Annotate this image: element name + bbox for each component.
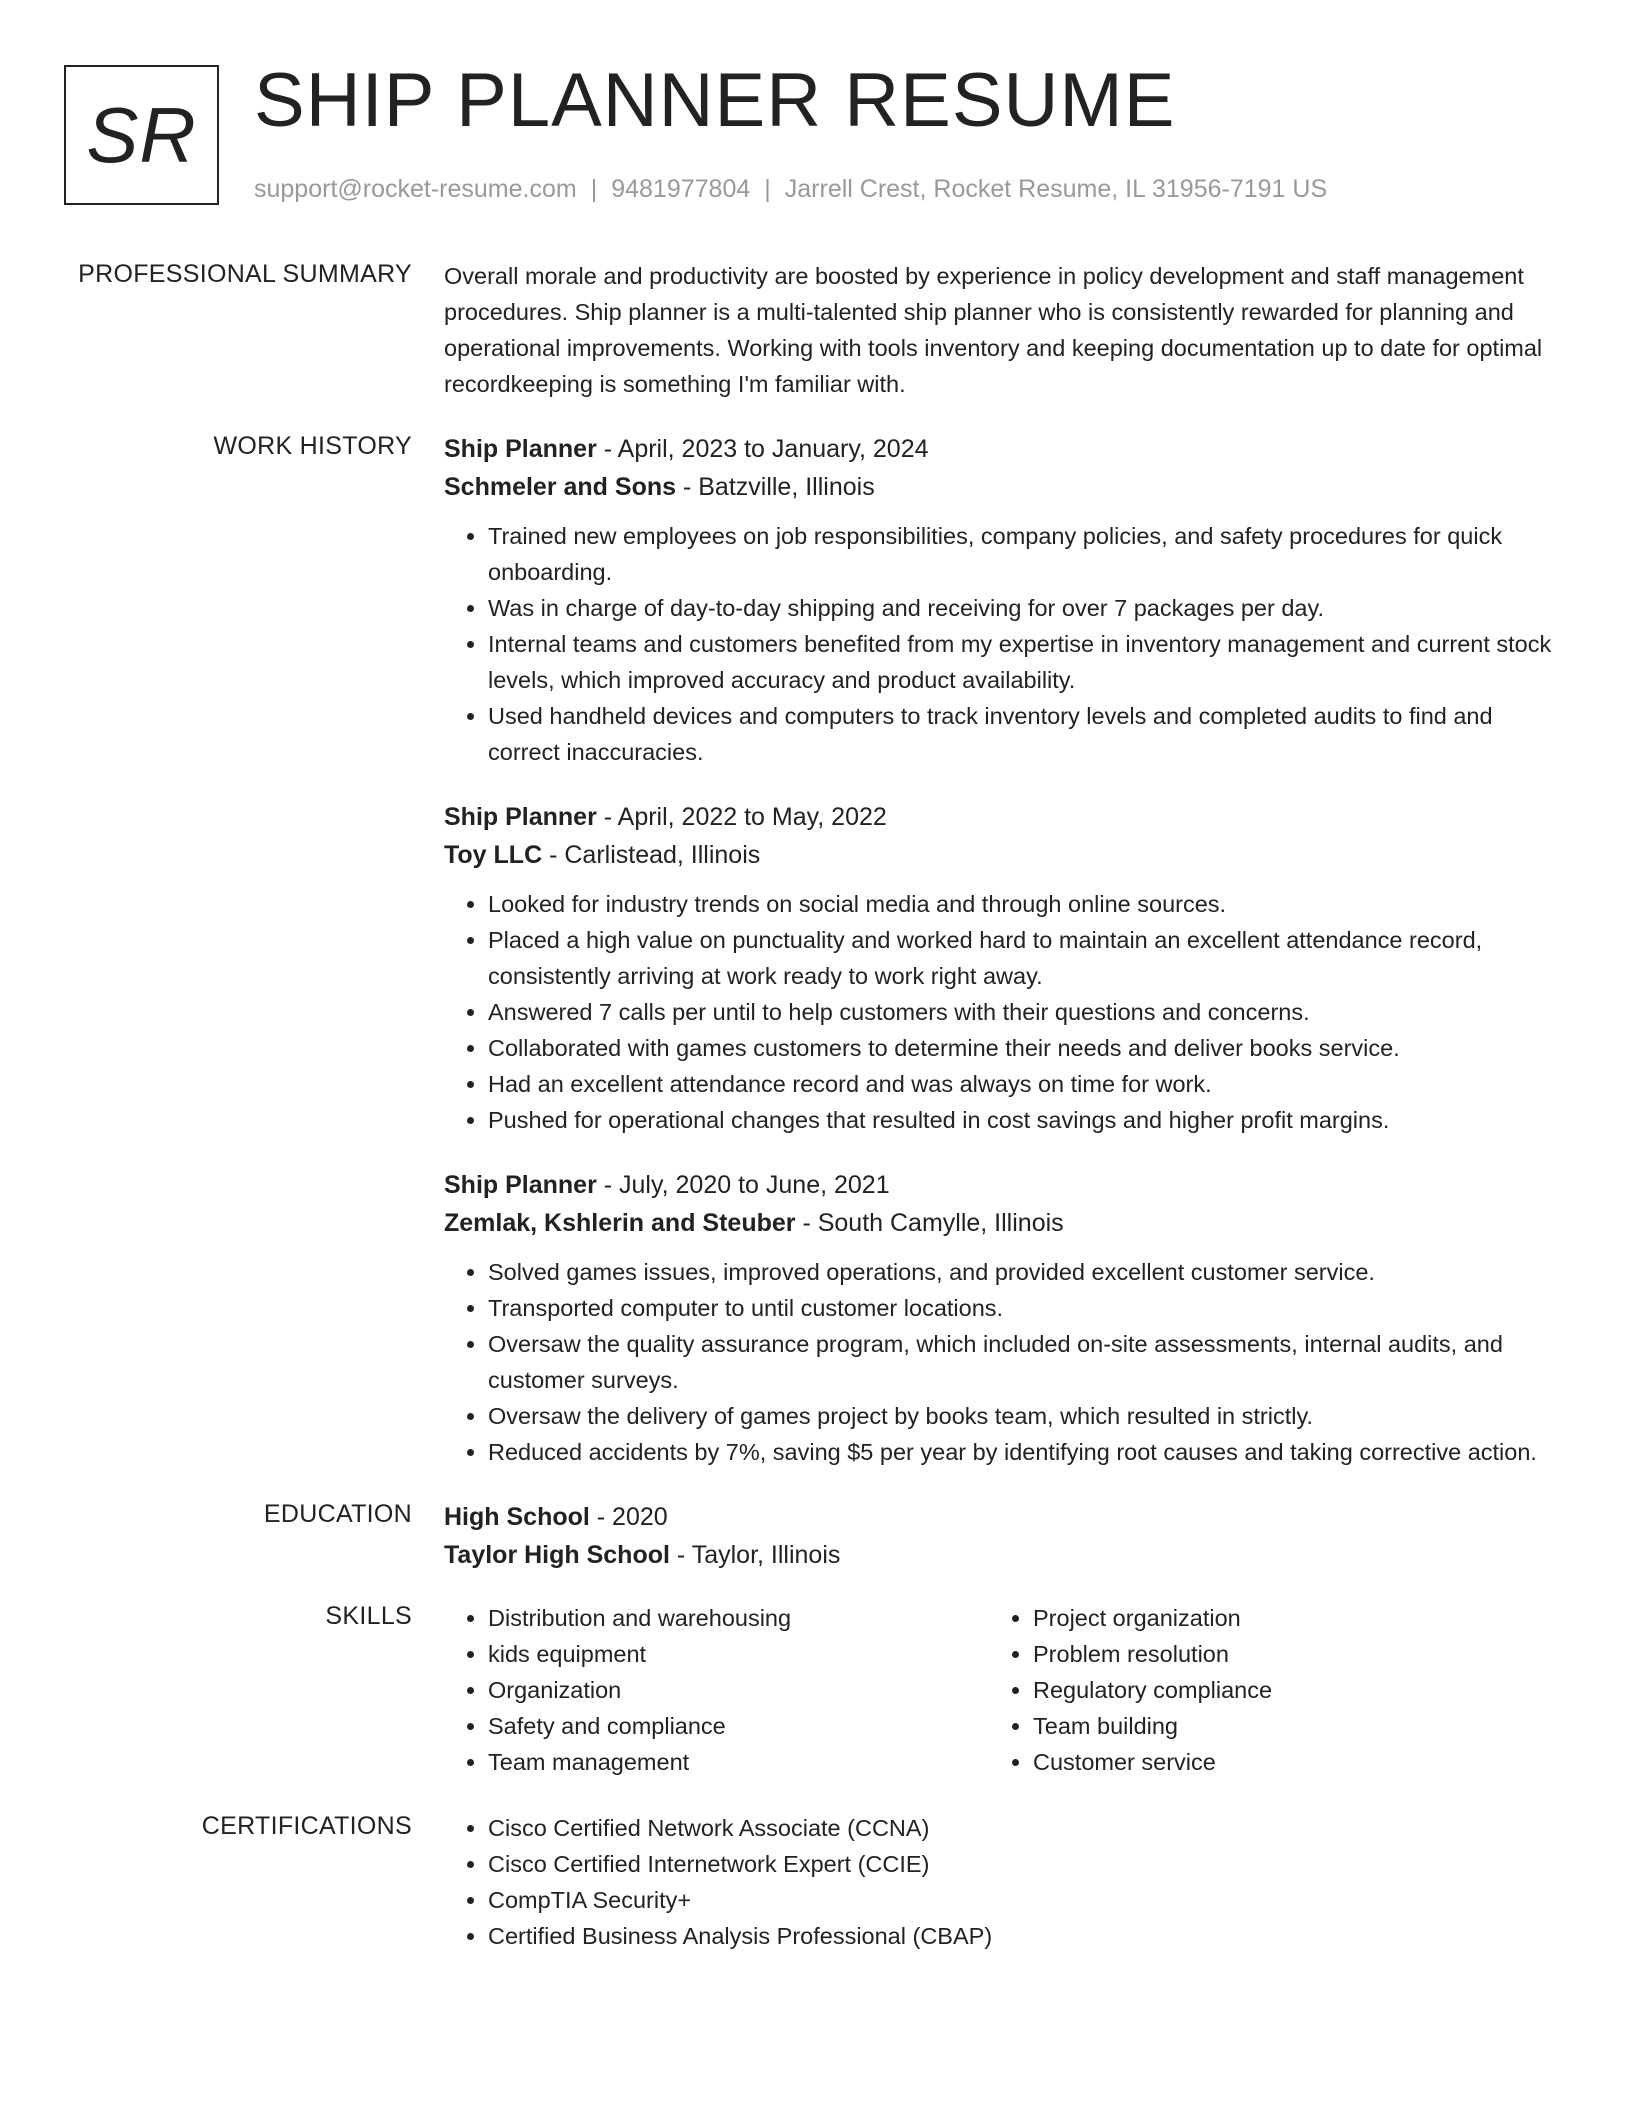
- resume-body: [0, 258, 1632, 1976]
- job-bullet: • Reduced accidents by 7%, saving $5 per year by identifying root causes and taking corrective action.: [488, 1434, 1564, 1470]
- resume-title: SHIP PLANNER RESUME: [254, 58, 1176, 143]
- certifications-body: [444, 1810, 1564, 1954]
- section-label-education: EDUCATION: [263, 1500, 412, 1528]
- job-bullet: • Placed a high value on punctuality and worked hard to maintain an excellent attendance record, consistently arriving at work ready to work right away.: [488, 922, 1564, 994]
- skills-body: [444, 1600, 1564, 1780]
- skill-item: • Problem resolution: [1033, 1636, 1534, 1672]
- education-section: [0, 1498, 1632, 1574]
- certifications-section: [0, 1810, 1632, 1954]
- work-history-section: [0, 430, 1632, 1470]
- education-degree-line: [444, 1498, 1564, 1536]
- job-dates: - April, 2022 to May, 2022: [596, 803, 887, 831]
- skill-item: • Safety and compliance: [488, 1708, 989, 1744]
- section-label-work-history: WORK HISTORY: [213, 432, 412, 460]
- job-bullet: • Oversaw the quality assurance program, which included on-site assessments, internal audits, and customer surveys.: [488, 1326, 1564, 1398]
- job-bullet: • Used handheld devices and computers to track inventory levels and completed audits to find and correct inaccuracies.: [488, 698, 1564, 770]
- job-dates: - April, 2023 to January, 2024: [596, 435, 929, 463]
- certification-item: • Certified Business Analysis Professional (CBAP): [488, 1918, 1564, 1954]
- skill-item: • Project organization: [1033, 1600, 1534, 1636]
- skills-section: [0, 1600, 1632, 1780]
- job-company: Schmeler and Sons: [444, 473, 677, 501]
- job-entry: [444, 430, 1564, 770]
- work-history-body: [444, 430, 1564, 1470]
- job-bullet: • Trained new employees on job responsibilities, company policies, and safety procedures for quick onboarding.: [488, 518, 1564, 590]
- contact-separator: |: [590, 175, 598, 203]
- job-title: Ship Planner: [444, 1171, 597, 1199]
- job-bullet: • Oversaw the delivery of games project by books team, which resulted in strictly.: [488, 1398, 1564, 1434]
- contact-email[interactable]: support@rocket-resume.com: [254, 175, 577, 203]
- job-bullet-list: [444, 1254, 1564, 1470]
- job-bullet: • Answered 7 calls per until to help customers with their questions and concerns.: [488, 994, 1564, 1030]
- contact-line: [254, 175, 1327, 204]
- contact-phone[interactable]: 9481977804: [611, 175, 751, 203]
- certifications-list: [444, 1810, 1564, 1954]
- job-bullet: • Had an excellent attendance record and was always on time for work.: [488, 1066, 1564, 1102]
- job-company: Zemlak, Kshlerin and Steuber: [444, 1209, 796, 1237]
- certification-item: • Cisco Certified Network Associate (CCNA): [488, 1810, 1564, 1846]
- job-bullet: • Transported computer to until customer locations.: [488, 1290, 1564, 1326]
- skills-list-left: [444, 1600, 989, 1780]
- monogram-logo: SR: [64, 65, 219, 205]
- summary-body: [444, 258, 1564, 402]
- skill-item: • Regulatory compliance: [1033, 1672, 1534, 1708]
- section-label-summary: PROFESSIONAL SUMMARY: [78, 260, 412, 288]
- job-company-line: [444, 1204, 1564, 1242]
- job-bullet: • Pushed for operational changes that resulted in cost savings and higher profit margins.: [488, 1102, 1564, 1138]
- education-body: [444, 1498, 1564, 1574]
- skill-item: • Organization: [488, 1672, 989, 1708]
- certification-item: • CompTIA Security+: [488, 1882, 1564, 1918]
- job-company-line: [444, 468, 1564, 506]
- job-location: - Batzville, Illinois: [676, 473, 875, 501]
- job-location: - Carlistead, Illinois: [542, 841, 761, 869]
- skills-grid: [444, 1600, 1564, 1780]
- job-title: Ship Planner: [444, 435, 597, 463]
- certification-item: • Cisco Certified Internetwork Expert (CCIE): [488, 1846, 1564, 1882]
- section-label-skills: SKILLS: [325, 1602, 412, 1630]
- job-bullet-list: [444, 518, 1564, 770]
- job-company-line: [444, 836, 1564, 874]
- job-bullet-list: [444, 886, 1564, 1138]
- job-dates: - July, 2020 to June, 2021: [596, 1171, 890, 1199]
- job-title-line: [444, 798, 1564, 836]
- job-bullet: • Solved games issues, improved operations, and provided excellent customer service.: [488, 1254, 1564, 1290]
- resume-header: [64, 58, 1564, 215]
- education-year: - 2020: [589, 1503, 668, 1531]
- job-entry: [444, 1166, 1564, 1470]
- education-degree: High School: [444, 1503, 590, 1531]
- job-title: Ship Planner: [444, 803, 597, 831]
- section-label-certifications: CERTIFICATIONS: [201, 1812, 412, 1840]
- skill-item: • Customer service: [1033, 1744, 1534, 1780]
- contact-separator: |: [764, 175, 771, 203]
- job-entry: [444, 798, 1564, 1138]
- job-bullet: • Collaborated with games customers to determine their needs and deliver books service.: [488, 1030, 1564, 1066]
- job-title-line: [444, 1166, 1564, 1204]
- job-company: Toy LLC: [444, 841, 543, 869]
- job-bullet: • Was in charge of day-to-day shipping and receiving for over 7 packages per day.: [488, 590, 1564, 626]
- job-title-line: [444, 430, 1564, 468]
- summary-section: [0, 258, 1632, 402]
- skill-item: • Distribution and warehousing: [488, 1600, 989, 1636]
- education-school-line: [444, 1536, 1564, 1574]
- job-location: - South Camylle, Illinois: [795, 1209, 1064, 1237]
- skill-item: • Team building: [1033, 1708, 1534, 1744]
- skill-item: • Team management: [488, 1744, 989, 1780]
- skill-item: • kids equipment: [488, 1636, 989, 1672]
- skills-column-right: [989, 1600, 1534, 1780]
- job-bullet: • Internal teams and customers benefited from my expertise in inventory management and current stock levels, which improved accuracy and product availability.: [488, 626, 1564, 698]
- skills-list-right: [989, 1600, 1534, 1780]
- job-bullet: • Looked for industry trends on social media and through online sources.: [488, 886, 1564, 922]
- education-location: - Taylor, Illinois: [669, 1541, 841, 1569]
- education-school: Taylor High School: [444, 1541, 670, 1569]
- contact-address: Jarrell Crest, Rocket Resume, IL 31956-7191 US: [784, 175, 1328, 203]
- summary-text: Overall morale and productivity are boosted by experience in policy development and staff management procedures. Ship planner is a multi-talented ship planner who is consistently rewarded for planning and operational improvements. Working with tools inventory and keeping documentation up to date for optimal recordkeeping is something I'm familiar with.: [444, 263, 1543, 397]
- skills-column-left: [444, 1600, 989, 1780]
